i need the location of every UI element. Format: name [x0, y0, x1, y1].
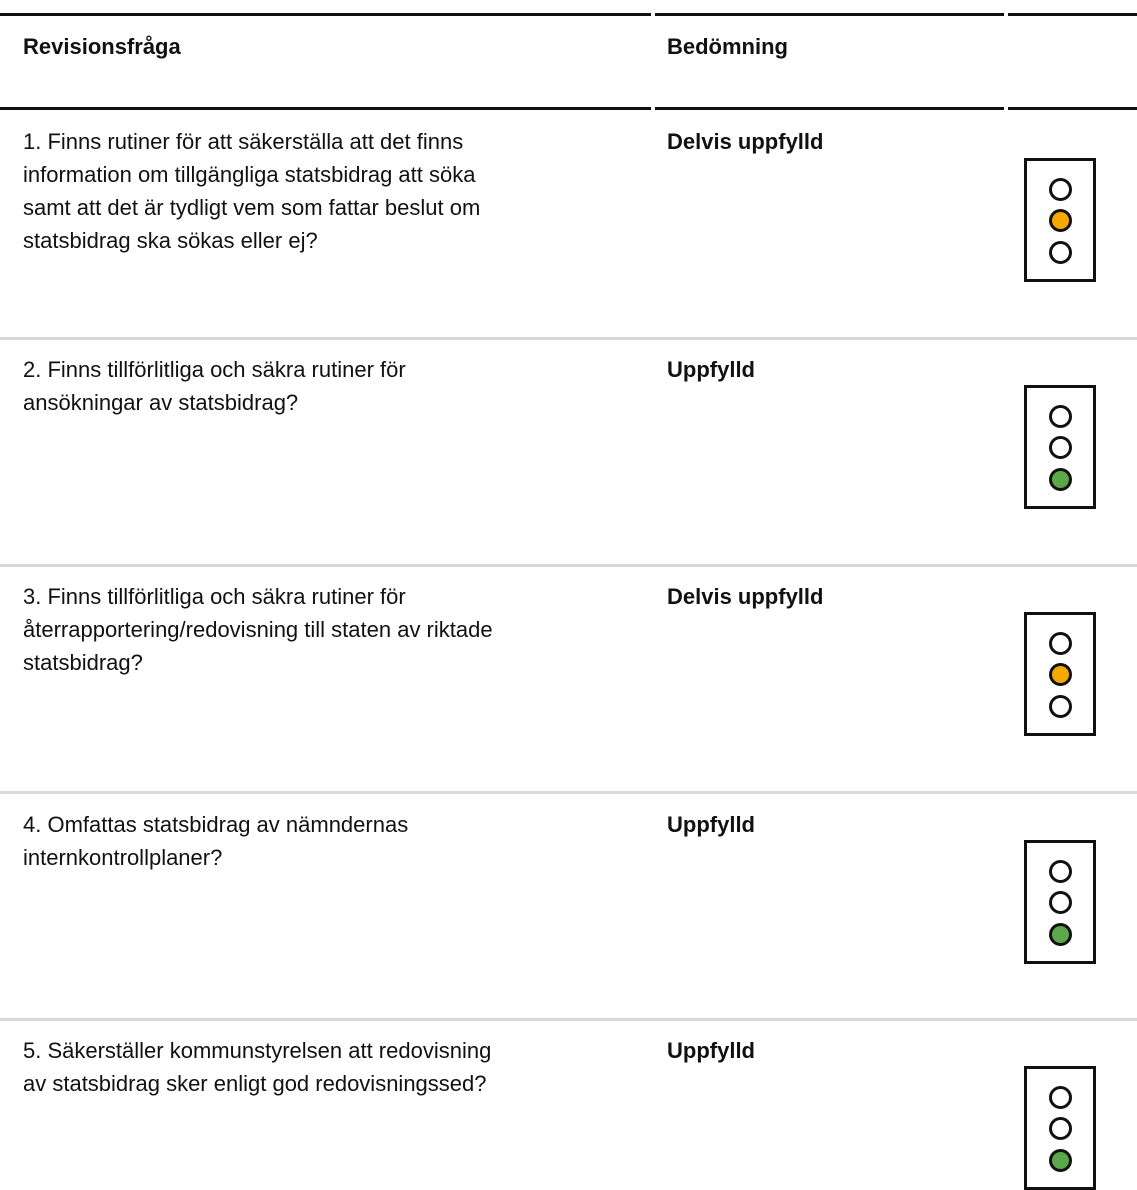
traffic-light-yellow-icon — [1024, 158, 1096, 282]
traffic-light-green-icon — [1024, 840, 1096, 964]
light-bulb-middle — [1049, 891, 1072, 914]
header-bottom-rule — [655, 107, 1004, 110]
traffic-light-green-icon — [1024, 385, 1096, 509]
question-text: 1. Finns rutiner för att säkerställa att det finns information om tillgängliga statsbidrag att söka samt att det är tydligt vem som fattar beslut om statsbidrag ska sökas eller ej? — [23, 129, 481, 253]
light-bulb-middle — [1049, 663, 1072, 686]
row-divider — [0, 564, 1137, 567]
assessment-text: Delvis uppfylld — [667, 584, 824, 609]
assessment-text: Delvis uppfylld — [667, 129, 824, 154]
light-bulb-middle — [1049, 1117, 1072, 1140]
light-bulb-bottom — [1049, 1149, 1072, 1172]
light-bulb-bottom — [1049, 695, 1072, 718]
light-bulb-top — [1049, 178, 1072, 201]
light-bulb-top — [1049, 405, 1072, 428]
assessment-text: Uppfylld — [667, 357, 755, 382]
assessment-text: Uppfylld — [667, 812, 755, 837]
light-bulb-bottom — [1049, 468, 1072, 491]
traffic-light-yellow-icon — [1024, 612, 1096, 736]
header-question: Revisionsfråga — [23, 34, 181, 59]
header-assessment: Bedömning — [667, 34, 788, 59]
question-text: 5. Säkerställer kommunstyrelsen att redovisning av statsbidrag sker enligt god redovisningssed? — [23, 1038, 492, 1096]
traffic-light-green-icon — [1024, 1066, 1096, 1190]
question-text: 3. Finns tillförlitliga och säkra rutiner för återrapportering/redovisning till staten av riktade statsbidrag? — [23, 584, 493, 675]
light-bulb-top — [1049, 632, 1072, 655]
light-bulb-bottom — [1049, 923, 1072, 946]
header-bottom-rule — [0, 107, 651, 110]
table-top-rule — [0, 13, 651, 16]
light-bulb-top — [1049, 860, 1072, 883]
table-top-rule — [655, 13, 1004, 16]
table-top-rule — [1008, 13, 1137, 16]
row-divider — [0, 337, 1137, 340]
row-divider — [0, 1018, 1137, 1021]
light-bulb-middle — [1049, 436, 1072, 459]
row-divider — [0, 791, 1137, 794]
question-text: 2. Finns tillförlitliga och säkra rutiner för ansökningar av statsbidrag? — [23, 357, 406, 415]
light-bulb-bottom — [1049, 241, 1072, 264]
question-text: 4. Omfattas statsbidrag av nämndernas internkontrollplaner? — [23, 812, 409, 870]
header-bottom-rule — [1008, 107, 1137, 110]
light-bulb-top — [1049, 1086, 1072, 1109]
light-bulb-middle — [1049, 209, 1072, 232]
assessment-text: Uppfylld — [667, 1038, 755, 1063]
